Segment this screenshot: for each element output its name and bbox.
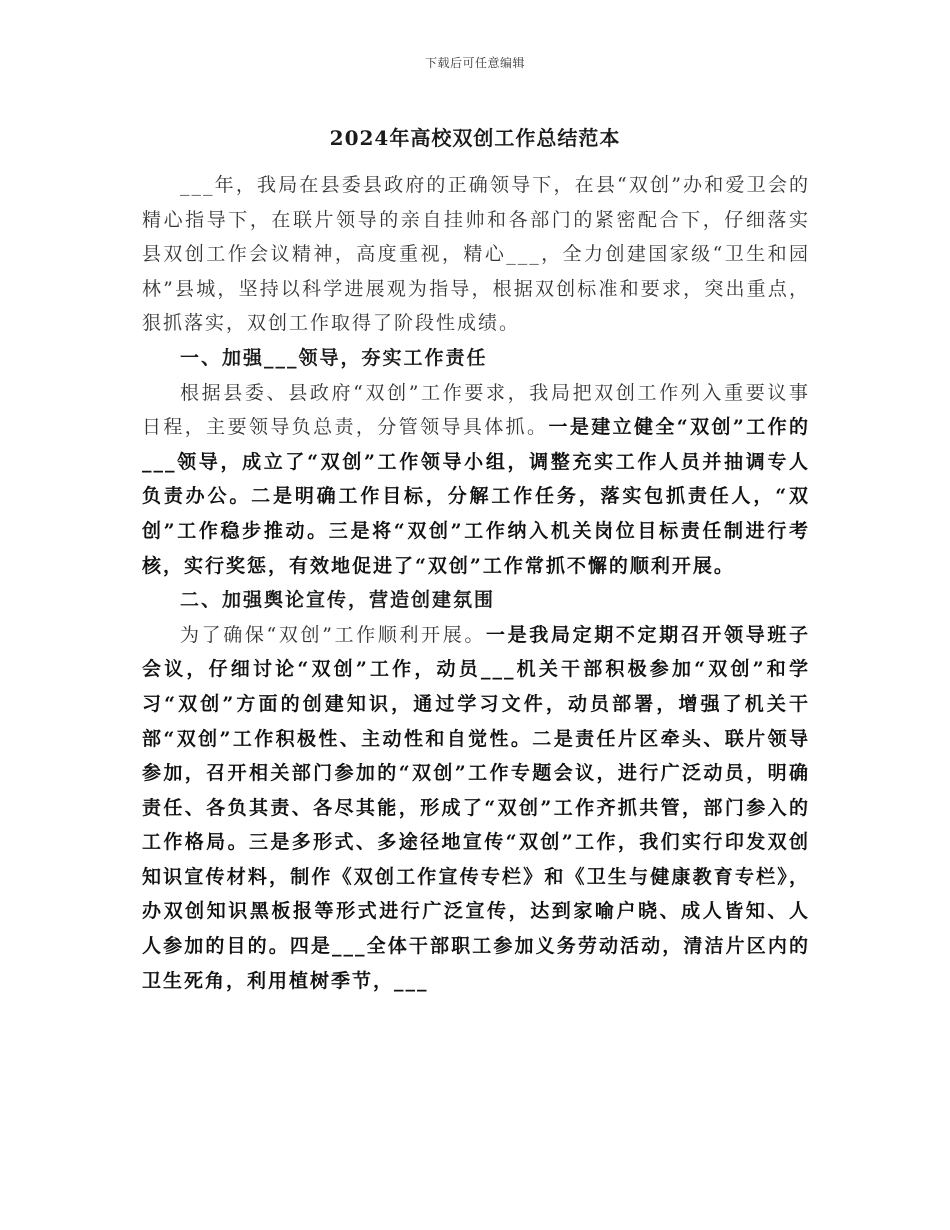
document-title: 2024年高校双创工作总结范本: [329, 126, 621, 150]
section1-lead: 根据县委、县政府“双创”工作要求，我局把双创工作列入重要议事日程，主要领导负总责，分管领导具体抓。: [142, 381, 810, 439]
section1-paragraph: [142, 376, 810, 584]
section2-body: 一是我局定期不定期召开领导班子会议，仔细讨论“双创”工作，动员___机关干部积极参加“双创”和学习“双创”方面的创建知识，通过学习文件，动员部署，增强了机关干部“双创”工作积极性、主动性和自觉性。二是责任片区牵头、联片领导参加，召开相关部门参加的“双创”工作专题会议，进行广泛动员，明确责任、各负其责、各尽其能，形成了“双创”工作齐抓共管，部门参入的工作格局。三是多形式、多途径地宣传“双创”工作，我们实行印发双创知识宣传材料，制作《双创工作宣传专栏》和《卫生与健康教育专栏》，办双创知识黑板报等形式进行广泛宣传，达到家喻户晓、成人皆知、人人参加的目的。四是___全体干部职工参加义务劳动活动，清洁片区内的卫生死角，利用植树季节，___: [142, 623, 810, 992]
header-note: 下载后可任意编辑: [424, 56, 525, 70]
section1-heading: 一、加强___领导，夯实工作责任: [180, 346, 488, 369]
document-body: [142, 168, 810, 998]
intro-paragraph: ___年，我局在县委县政府的正确领导下，在县“双创”办和爱卫会的精心指导下，在联片领导的亲自挂帅和各部门的紧密配合下，仔细落实县双创工作会议精神，高度重视，精心___，全力创建国家级“卫生和园林”县城，坚持以科学进展观为指导，根据双创标准和要求，突出重点，狠抓落实，双创工作取得了阶段性成绩。: [142, 174, 810, 335]
section2-paragraph: [142, 618, 810, 999]
section2-heading: 二、加强舆论宣传，营造创建氛围: [180, 589, 496, 612]
section2-lead: 为了确保“双创”工作顺利开展。: [180, 623, 487, 646]
section1-body: 一是建立健全“双创”工作的___领导，成立了“双创”工作领导小组，调整充实工作人员并抽调专人负责办公。二是明确工作目标，分解工作任务，落实包抓责任人，“双创”工作稳步推动。三是将“双创”工作纳入机关岗位目标责任制进行考核，实行奖惩，有效地促进了“双创”工作常抓不懈的顺利开展。: [142, 416, 810, 577]
